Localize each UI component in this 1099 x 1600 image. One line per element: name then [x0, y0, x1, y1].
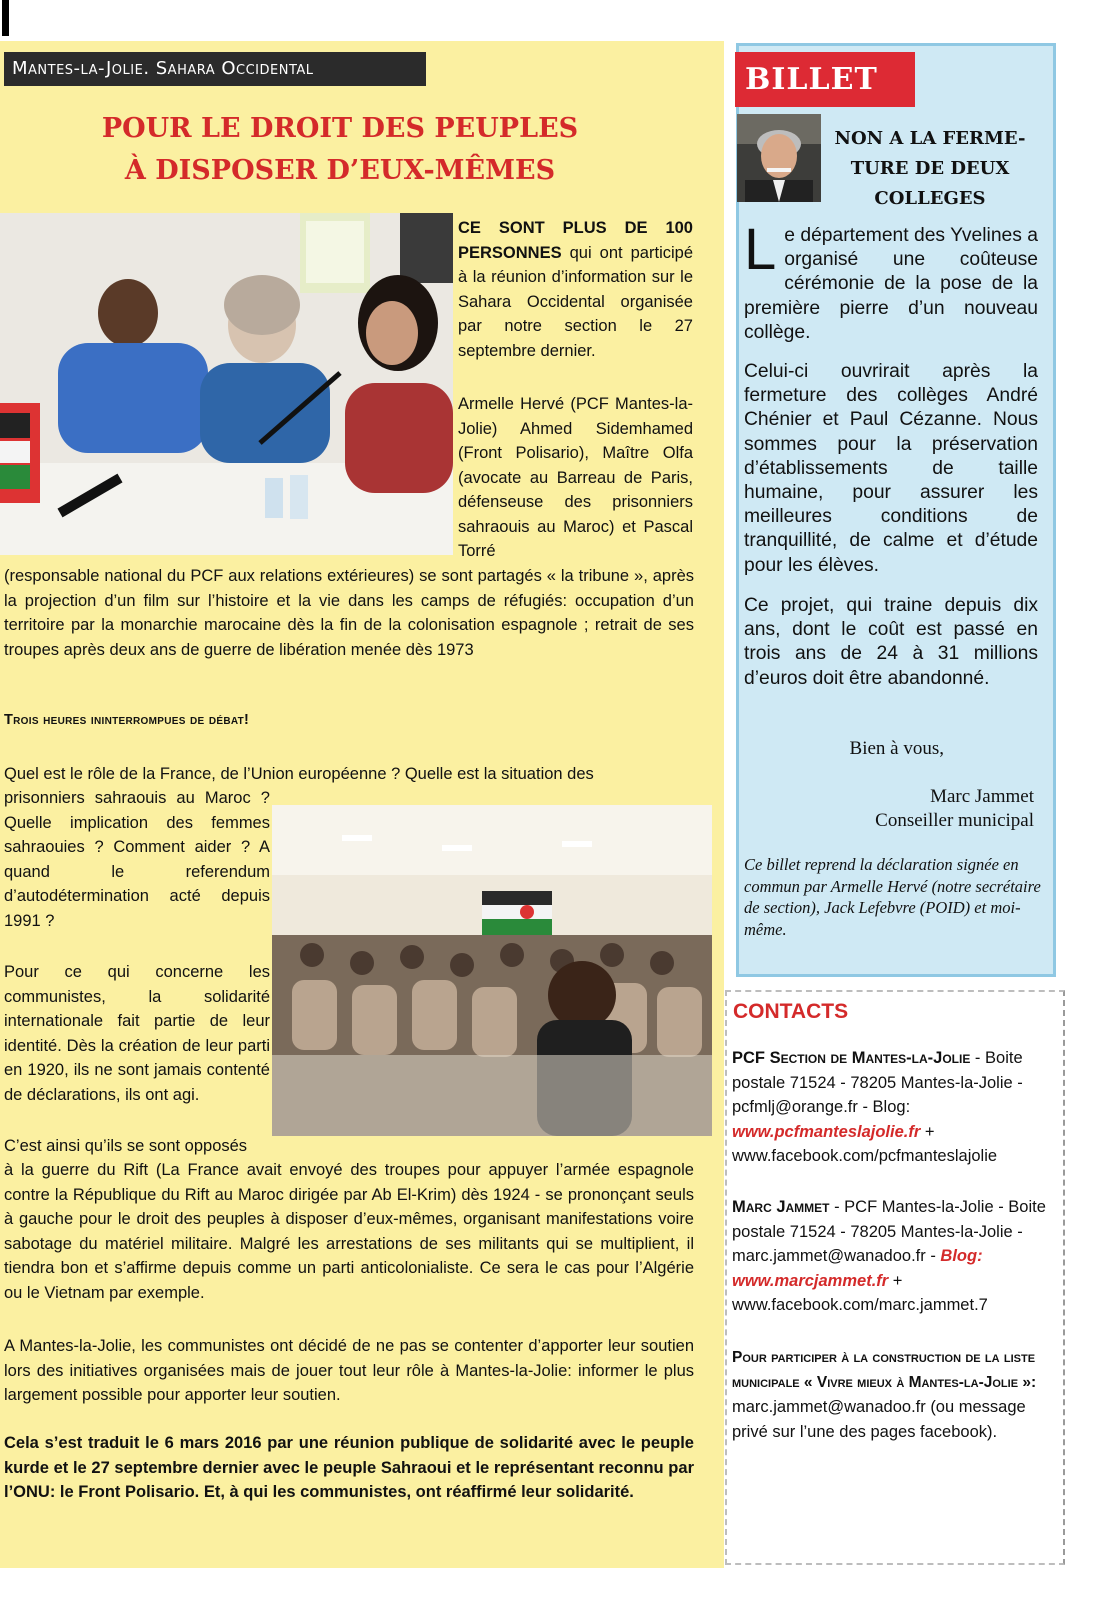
debate-subheading: Trois heures ininterrompues de débat!: [4, 712, 250, 728]
contact-pcf-section: [732, 1046, 1062, 1169]
billet-dropcap: L: [744, 217, 777, 282]
headline-line-2: À DISPOSER D’EUX-MÊMES: [124, 155, 556, 186]
contact-municipal-list: [732, 1346, 1062, 1444]
article-headline: [60, 108, 620, 192]
rift-paragraph: à la guerre du Rift (La France avait envoyé des troupes pour appuyer l’armée espagnole contre la République du Rift au Maroc dirigée par Ab El-Krim) dès 1924 - se prononçant seuls à gauche pour le droit des peuples à disposer d’eux-mêmes, organisant manifestations voire sabotage du matériel militaire. Malgré les arrestations de ses militants qui se multiplient, il tiendra bon et s’affirme depuis comme un parti anticolonialiste. Ce sera le cas pour l’Algérie ou le Vietnam par exemple.: [4, 1161, 694, 1302]
billet-signer-role: Conseiller municipal: [875, 810, 1034, 831]
questions-paragraph: prisonniers sahraouis au Maroc ? Quelle implication des femmes sahraouies ? Comment aider ? A quand le referendum d’autodétermination acté depuis 1991 ?: [4, 789, 270, 930]
contacts-title: CONTACTS: [733, 1000, 849, 1023]
billet-title-line-2: TURE DE DEUX: [850, 158, 1010, 179]
author-portrait: [737, 114, 821, 202]
intro-paragraph: [458, 216, 693, 363]
marc-blog-link[interactable]: Blog: www.marcjammet.fr: [732, 1247, 983, 1290]
pcf-blog-link[interactable]: www.pcfmanteslajolie.fr: [732, 1122, 921, 1141]
municipal-list-text: marc.jammet@wanadoo.fr (ou message privé sur l’une des pages facebook).: [732, 1398, 1026, 1441]
billet-paragraph-3: Ce projet, qui traine depuis dix ans, dont le coût est passé en trois ans de 24 à 31 millions d’euros doit être abandonné.: [744, 595, 1038, 689]
communists-paragraph: Pour ce qui concerne les communistes, la solidarité internationale fait partie de leur identité. Dès la création de leur parti en 1920, ils ne sont jamais contenté de déclarations, ils ont agi.: [4, 963, 270, 1104]
billet-title-line-1: NON A LA FERME-: [834, 128, 1026, 149]
billet-signer: Marc Jammet: [930, 786, 1034, 807]
billet-title-line-3: COLLEGES: [874, 188, 986, 209]
municipal-list-title: Pour participer à la construction de la liste municipale « Vivre mieux à Mantes-la-Jolie »:: [732, 1349, 1037, 1391]
billet-paragraph-2: Celui-ci ouvrirait après la fermeture des collèges André Chénier et Paul Cézanne. Nous sommes pour la préservation d’établissements de taille humaine, pour assurer les meilleures conditions de tranquillité, de calme et d’étude pour les élèves.: [744, 361, 1038, 576]
audience-photo: [272, 805, 712, 1136]
contact-pcf-text: - Boite postale 71524 - 78205 Mantes-la-Jolie - pcfmlj@orange.fr - Blog:: [732, 1049, 1023, 1116]
scan-corner-mark: [2, 0, 9, 36]
billet-paragraph-1-text: e département des Yvelines a organisé une coûteuse cérémonie de la pose de la première pierre d’un nouveau collège.: [744, 225, 1038, 343]
intro-lead: CE SONT PLUS DE 100 PERSONNES: [458, 219, 693, 262]
mantes-paragraph: A Mantes-la-Jolie, les communistes ont décidé de ne pas se contenter d’apporter leur soutien lors des initiatives organisées mais de jouer tout leur rôle à Mantes-la-Jolie: informer le plus largement possible pour apporter leur soutien.: [4, 1337, 694, 1404]
contact-marc-text: - PCF Mantes-la-Jolie - Boite postale 71524 - 78205 Mantes-la-Jolie - marc.jammet@wanadoo.fr -: [732, 1198, 1046, 1265]
intro-rest: qui ont participé à la réunion d’information sur le Sahara Occidental organisée par notre section le 27 septembre dernier.: [458, 243, 693, 360]
speakers-paragraph-continued: (responsable national du PCF aux relations extérieures) se sont partagés « la tribune », après la projection d’un film sur l’histoire et la vie dans les camps de réfugiés: occupation d’un territoire par la monarchie marocaine dès la fin de la colonisation espagnole ; retrait de ses troupes après deux ans de guerre de libération menée dès 1973: [4, 567, 694, 659]
billet-tag: BILLET: [735, 52, 915, 107]
contact-marc-facebook: + www.facebook.com/marc.jammet.7: [732, 1271, 988, 1314]
closing-paragraph: Cela s’est traduit le 6 mars 2016 par une réunion publique de solidarité avec le peuple kurde et le 27 septembre dernier avec le peuple Sahraoui et le représentant reconnu par l’ONU: le Front Polisario. Et, à qui les communistes, ont réaffirmé leur solidarité.: [4, 1434, 694, 1501]
contact-marc-name: Marc Jammet: [732, 1198, 830, 1216]
meeting-panel-photo: [0, 213, 453, 555]
billet-title: [830, 124, 1030, 214]
rift-first-line: C’est ainsi qu’ils se sont opposés: [4, 1137, 248, 1155]
billet-greeting: Bien à vous,: [849, 738, 944, 759]
article-kicker: Mantes-la-Jolie. Sahara Occidental: [4, 52, 426, 86]
contact-pcf-facebook: + www.facebook.com/pcfmanteslajolie: [732, 1122, 998, 1165]
headline-line-1: POUR LE DROIT DES PEUPLES: [101, 113, 579, 144]
billet-paragraph-1: [744, 217, 1038, 345]
speakers-paragraph: Armelle Hervé (PCF Mantes-la-Jolie) Ahmed Sidemhamed (Front Polisario), Maître Olfa (avocate au Barreau de Paris, défenseuse des prisonniers sahraouis au Maroc) et Pascal Torré: [458, 395, 693, 560]
billet-note: Ce billet reprend la déclaration signée en commun par Armelle Hervé (notre secrétaire de section), Jack Lefebvre (POID) et moi-même.: [744, 855, 1041, 939]
contact-pcf-name: PCF Section de Mantes-la-Jolie: [732, 1049, 971, 1067]
contact-marc-jammet: [732, 1195, 1062, 1318]
questions-first-line: Quel est le rôle de la France, de l’Union européenne ? Quelle est la situation des: [4, 765, 594, 783]
